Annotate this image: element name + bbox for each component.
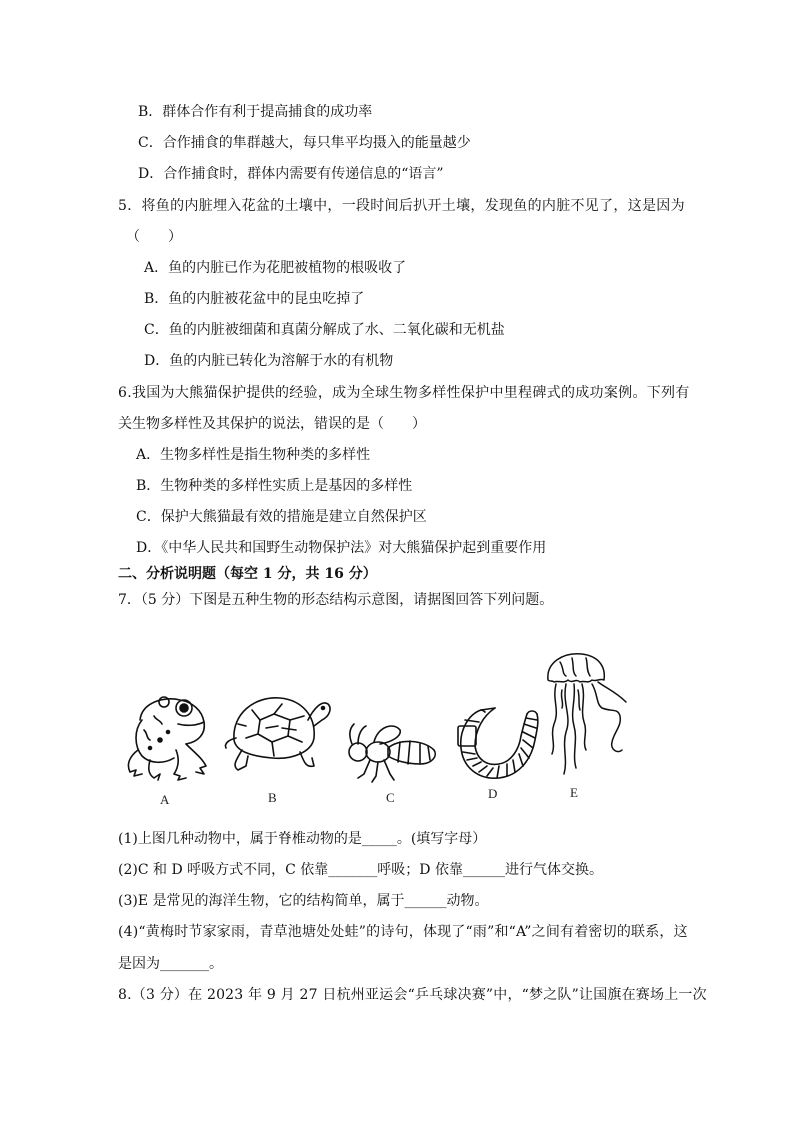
frog-drawing bbox=[120, 690, 212, 782]
q5-option-b: B．鱼的内脏被花盆中的昆虫吃掉了 bbox=[144, 291, 365, 307]
q7-part-2: (2)C 和 D 呼吸方式不同，C 依靠_______呼吸；D 依靠______进行气体交换。 bbox=[118, 862, 603, 878]
q5-paren: （ ） bbox=[126, 229, 182, 245]
q6-option-d: D．《中华人民共和国野生动物保护法》对大熊猫保护起到重要作用 bbox=[136, 540, 547, 556]
q4-option-d: D．合作捕食时，群体内需要有传递信息的“语言” bbox=[138, 166, 444, 182]
label-a: A bbox=[160, 792, 170, 807]
earthworm-drawing bbox=[455, 700, 545, 790]
q7-part-4-line2: 是因为_______。 bbox=[118, 956, 223, 972]
q4-option-c: C．合作捕食的隼群越大，每只隼平均摄入的能量越少 bbox=[138, 135, 471, 151]
label-e: E bbox=[570, 785, 578, 800]
q7-part-1: (1)上图几种动物中，属于脊椎动物的是_____。(填写字母） bbox=[118, 831, 487, 847]
label-d: D bbox=[488, 786, 498, 801]
label-c: C bbox=[386, 790, 395, 805]
q6-option-b: B．生物种类的多样性实质上是基因的多样性 bbox=[136, 478, 413, 494]
animals-figure bbox=[110, 640, 670, 815]
bee-drawing bbox=[344, 718, 440, 788]
jellyfish-drawing bbox=[542, 650, 632, 780]
section-2-heading: 二、分析说明题（每空 1 分，共 16 分） bbox=[118, 566, 377, 582]
q5-option-d: D．鱼的内脏已转化为溶解于水的有机物 bbox=[144, 353, 394, 369]
q4-option-b: B．群体合作有利于提高捕食的成功率 bbox=[138, 104, 373, 120]
turtle-drawing bbox=[222, 680, 332, 780]
q7-part-4-line1: (4)“黄梅时节家家雨，青草池塘处处蛙”的诗句，体现了“雨”和“A”之间有着密切的联系，这 bbox=[118, 924, 688, 940]
q6-option-a: A．生物多样性是指生物种类的多样性 bbox=[136, 447, 371, 463]
q7-part-3: (3)E 是常见的海洋生物，它的结构简单，属于______动物。 bbox=[118, 893, 489, 909]
q5-option-c: C．鱼的内脏被细菌和真菌分解成了水、二氧化碳和无机盐 bbox=[144, 322, 505, 338]
q6-stem-line2: 关生物多样性及其保护的说法，错误的是（ ） bbox=[118, 416, 426, 432]
q7-stem: 7．（5 分）下图是五种生物的形态结构示意图，请据图回答下列问题。 bbox=[118, 592, 554, 608]
q8-stem: 8.（3 分）在 2023 年 9 月 27 日杭州亚运会“乒乓球决赛”中，“梦之队”让国旗在赛场上一次 bbox=[118, 987, 707, 1003]
q6-option-c: C．保护大熊猫最有效的措施是建立自然保护区 bbox=[136, 509, 427, 525]
q5-stem: 5．将鱼的内脏埋入花盆的土壤中，一段时间后扒开土壤，发现鱼的内脏不见了，这是因为 bbox=[118, 198, 685, 214]
q6-stem-line1: 6.我国为大熊猫保护提供的经验，成为全球生物多样性保护中里程碑式的成功案例。下列有 bbox=[118, 385, 690, 401]
q5-option-a: A．鱼的内脏已作为花肥被植物的根吸收了 bbox=[144, 260, 407, 276]
label-b: B bbox=[268, 790, 277, 805]
